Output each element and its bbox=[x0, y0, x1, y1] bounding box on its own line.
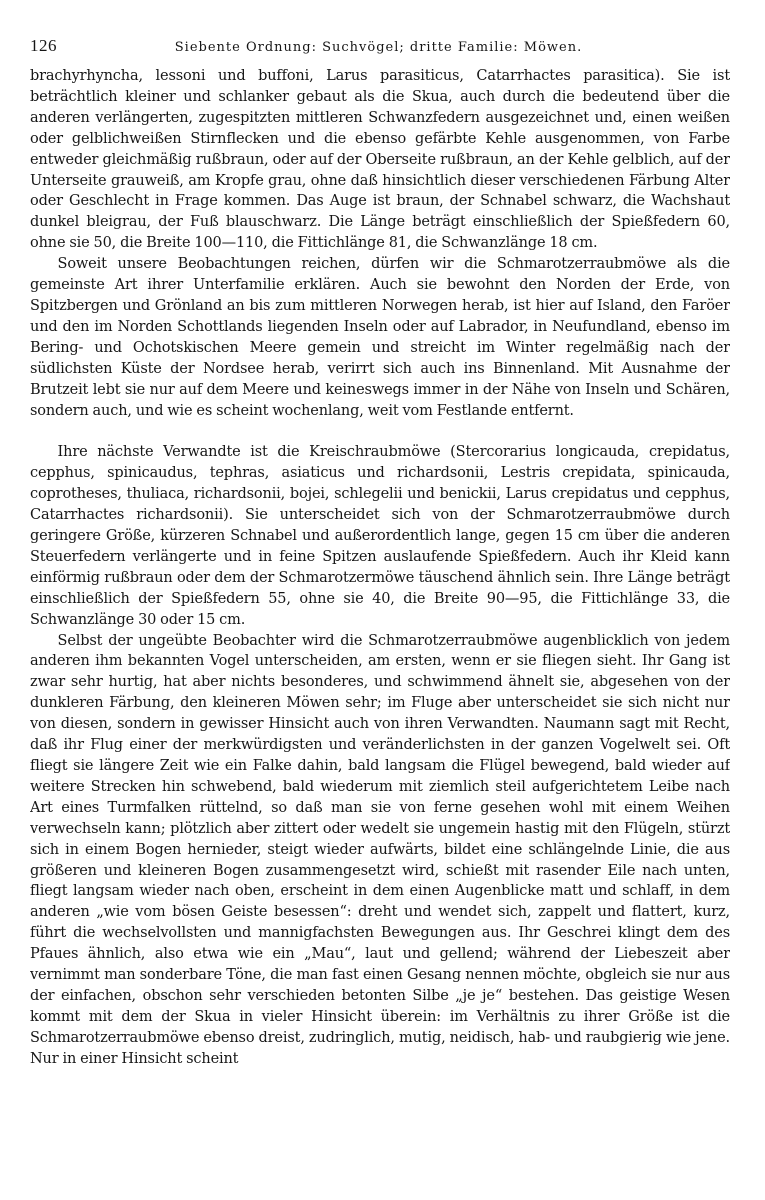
section-gap bbox=[30, 421, 730, 442]
paragraph-distribution: Soweit unsere Beobachtungen reichen, dürfen wir die Schmarotzerraubmöwe als die gemeinste Art ihrer Unterfamilie erklären. Auch sie bewohnt den Norden der Erde, von Spitzbergen und Grönland an bis zum mittleren Norwegen herab, ist hier auf Island, den Faröer und den im Norden Schottlands liegenden Inseln oder auf Labrador, in Neufundland, ebenso im Bering- und Ochotskischen Meere gemein und streicht im Winter regelmäßig nach der südlichsten Küste der Nordsee herab, verirrt sich auch ins Binnenland. Mit Ausnahme der Brutzeit lebt sie nur auf dem Meere und keineswegs immer in der Nähe von Inseln und Schären, sondern auch, und wie es scheint wochenlang, weit vom Festlande entfernt. bbox=[30, 256, 730, 419]
body-text bbox=[30, 66, 730, 1070]
paragraph-related-species: Ihre nächste Verwandte ist die Kreischraubmöwe (Stercorarius longicauda, crepidatus, cepphus, spinicaudus, tephras, asiaticus und richardsonii, Lestris crepidata, spinicauda, coprotheses, thuliaca, richardsonii, bojei, schlegelii und benickii, Larus crepidatus und cepphus, Catarrhactes richardsonii). Sie unterscheidet sich von der Schmarotzerraubmöwe durch geringere Größe, kürzeren Schnabel und außerordentlich lange, gegen 15 cm über die anderen Steuerfedern verlängerte und in feine Spitzen auslaufende Spießfedern. Auch ihr Kleid kann einförmig rußbraun oder dem der Schmarotzermöwe täuschend ähnlich sein. Ihre Länge beträgt einschließlich der Spießfedern 55, ohne sie 40, die Breite 90—95, die Fittichlänge 33, die Schwanzlänge 30 oder 15 cm. bbox=[30, 444, 730, 628]
paragraph-continuation: brachyrhyncha, lessoni und buffoni, Larus parasiticus, Catarrhactes parasitica). Sie ist beträchtlich kleiner und schlanker gebaut als die Skua, auch durch die bedeutend über die anderen verlängerten, zugespitzten mittleren Schwanzfedern ausgezeichnet und, einen weißen oder gelblichweißen Stirnflecken und die ebenso gefärbte Kehle ausgenommen, von Farbe entweder gleichmäßig rußbraun, oder auf der Oberseite rußbraun, an der Kehle gelblich, auf der Unterseite grauweiß, am Kropfe grau, ohne daß hinsichtlich dieser verschiedenen Färbung Alter oder Geschlecht in Frage kommen. Das Auge ist braun, der Schnabel schwarz, die Wachshaut dunkel bleigrau, der Fuß blauschwarz. Die Länge beträgt einschließlich der Spießfedern 60, ohne sie 50, die Breite 100—110, die Fittichlänge 81, die Schwanzlänge 18 cm. bbox=[30, 68, 730, 252]
book-page bbox=[30, 36, 730, 1186]
paragraph-behaviour: Selbst der ungeübte Beobachter wird die Schmarotzerraubmöwe augenblicklich von jedem anderen ihm bekannten Vogel unterscheiden, am ersten, wenn er sie fliegen sieht. Ihr Gang ist zwar sehr hurtig, hat aber nichts besonderes, und schwimmend ähnelt sie, abgesehen von der dunkleren Färbung, den kleineren Möwen sehr; im Fluge aber unterscheidet sie sich nicht nur von diesen, sondern in gewisser Hinsicht auch von ihren Verwandten. Naumann sagt mit Recht, daß ihr Flug einer der merkwürdigsten und veränderlichsten in der ganzen Vogelwelt sei. Oft fliegt sie längere Zeit wie ein Falke dahin, bald langsam die Flügel bewegend, bald wieder auf weitere Strecken hin schwebend, bald wiederum mit ziemlich steil aufgerichtetem Leibe nach Art eines Turmfalken rüttelnd, so daß man sie von ferne gesehen wohl mit einem Weihen verwechseln kann; plötzlich aber zittert oder wedelt sie ungemein hastig mit den Flügeln, stürzt sich in einem Bogen hernieder, steigt wieder aufwärts, bildet eine schlängelnde Linie, die aus größeren und kleineren Bogen zusammengesetzt wird, schießt mit rasender Eile nach unten, fliegt langsam wieder nach oben, erscheint in dem einen Augenblicke matt und schlaff, in dem anderen „wie vom bösen Geiste besessen“: dreht und wendet sich, zappelt und flattert, kurz, führt die wechselvollsten und mannigfachsten Bewegungen aus. Ihr Geschrei klingt dem des Pfaues ähnlich, also etwa wie ein „Mau“, laut und gellend; während der Liebeszeit aber vernimmt man sonderbare Töne, die man fast einen Gesang nennen möchte, obgleich sie nur aus der einfachen, obschon sehr verschieden betonten Silbe „je je“ bestehen. Das geistige Wesen kommt mit dem der Skua in vieler Hinsicht überein: im Verhältnis zu ihrer Größe ist die Schmarotzerraubmöwe ebenso dreist, zudringlich, mutig, neidisch, hab- und raubgierig wie jene. Nur in einer Hinsicht scheint bbox=[30, 632, 730, 1067]
running-title: Siebente Ordnung: Suchvögel; dritte Familie: Möwen. bbox=[174, 40, 583, 55]
page-number: 126 bbox=[30, 36, 57, 55]
page-header bbox=[30, 36, 730, 62]
